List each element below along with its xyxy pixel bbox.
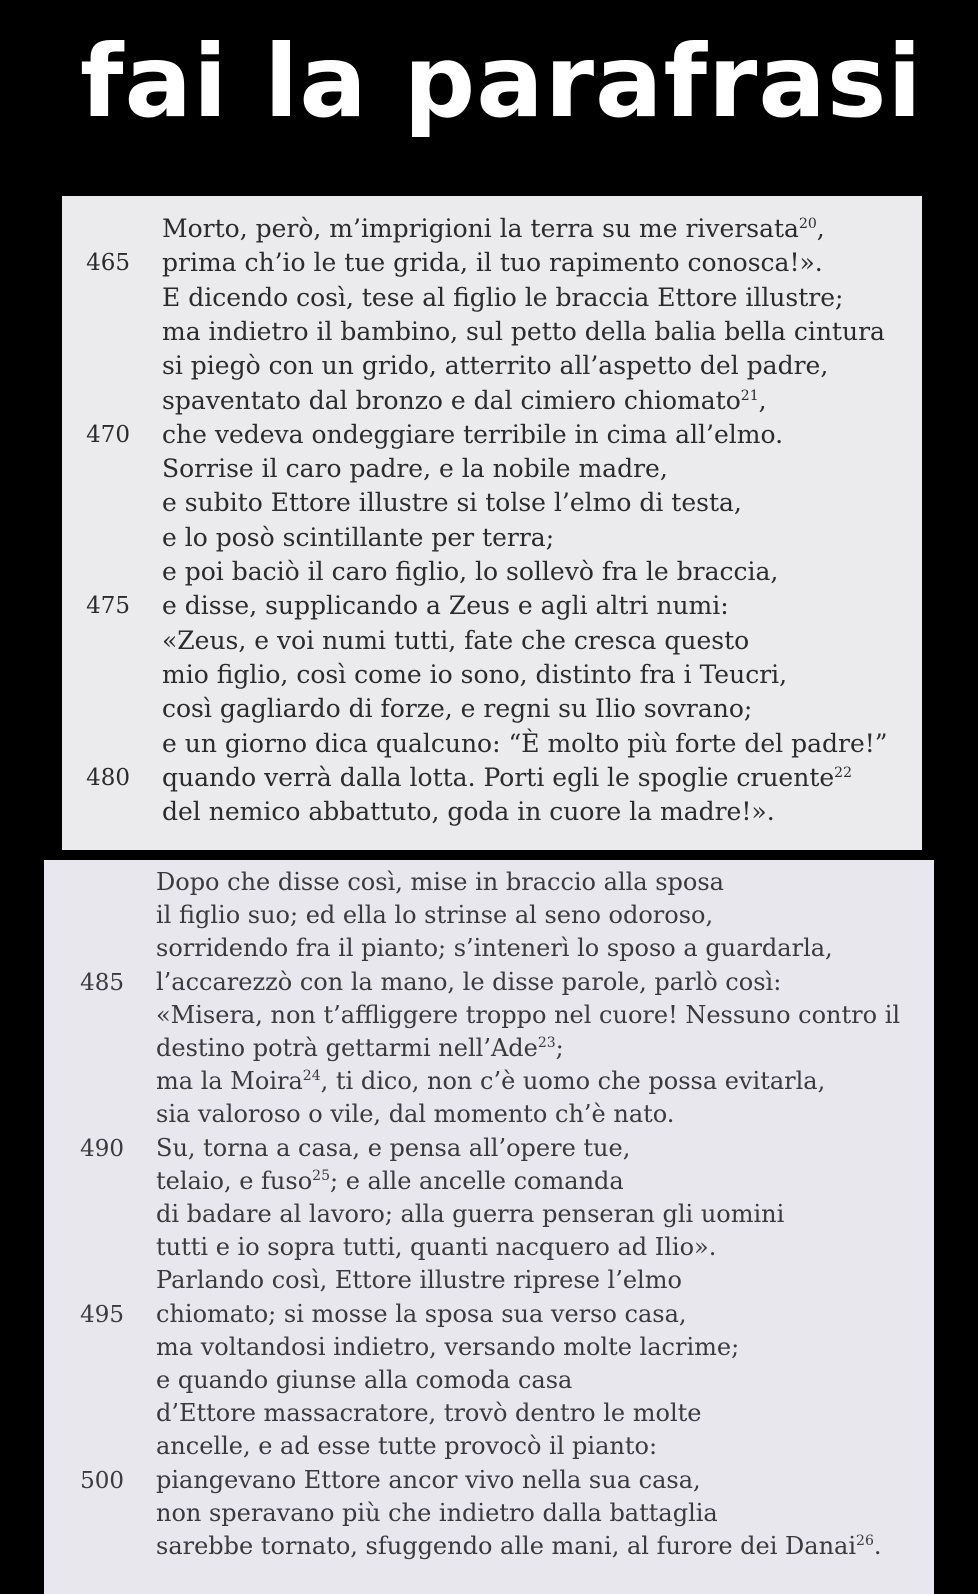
verse-body: spaventato dal bronzo e dal cimiero chiomato <box>162 385 741 415</box>
verse-line <box>44 1497 934 1529</box>
verse-line <box>44 899 934 931</box>
verse-line <box>62 281 922 315</box>
line-number: 470 <box>86 421 130 448</box>
verse-text <box>162 246 823 280</box>
verse-line <box>62 624 922 658</box>
verse-body: del nemico abbattuto, goda in cuore la madre!». <box>162 797 775 827</box>
verse-body: e un giorno dica qualcuno: “È molto più forte del padre!” <box>162 728 888 758</box>
verse-line <box>44 1065 934 1097</box>
verse-body: Su, torna a casa, e pensa all’opere tue, <box>156 1133 631 1162</box>
verse-line <box>62 246 922 280</box>
verse-text <box>162 452 668 486</box>
verse-text <box>162 589 729 623</box>
verse-line <box>44 1231 934 1263</box>
verse-tail: ; e alle ancelle comanda <box>329 1166 624 1195</box>
verse-line <box>44 1198 934 1230</box>
verse-line <box>44 866 934 898</box>
verse-text <box>156 1464 701 1496</box>
verse-text <box>156 1264 682 1296</box>
verse-text <box>162 521 554 555</box>
verse-text <box>162 486 742 520</box>
verse-text <box>156 1198 784 1230</box>
verse-text <box>156 1132 630 1164</box>
verse-line <box>44 1264 934 1296</box>
verse-text <box>156 866 724 898</box>
verse-text <box>156 1231 716 1263</box>
verse-line <box>62 315 922 349</box>
verse-text <box>156 1331 739 1363</box>
verse-body: Dopo che disse così, mise in braccio alla sposa <box>156 868 724 896</box>
verse-body: così gagliardo di forze, e regni su Ilio sovrano; <box>162 694 753 724</box>
verse-tail: ; <box>555 1034 564 1062</box>
verse-text <box>162 624 749 658</box>
verse-body: e disse, supplicando a Zeus e agli altri numi: <box>162 591 729 621</box>
verse-text <box>162 281 843 315</box>
verse-text <box>156 1497 718 1529</box>
verse-text <box>156 1397 701 1429</box>
verse-line <box>44 1098 934 1130</box>
verse-line <box>44 1132 934 1164</box>
verse-text <box>156 1430 657 1462</box>
verse-body: e subito Ettore illustre si tolse l’elmo di testa, <box>162 488 742 518</box>
verse-text <box>156 1065 825 1097</box>
verse-line <box>62 692 922 726</box>
verse-body: si piegò con un grido, atterrito all’aspetto del padre, <box>162 351 829 381</box>
verse-line <box>62 486 922 520</box>
verse-body: piangevano Ettore ancor vivo nella sua casa, <box>156 1465 701 1494</box>
verse-line <box>62 384 922 418</box>
verse-body: l’accarezzò con la mano, le disse parole, parlò così: <box>156 967 782 996</box>
verse-line <box>62 727 922 761</box>
verse-line <box>44 1298 934 1330</box>
verse-line <box>62 452 922 486</box>
verse-body: Sorrise il caro padre, e la nobile madre, <box>162 454 668 484</box>
verse-text <box>156 1032 564 1064</box>
verse-line <box>62 212 922 246</box>
verse-text <box>162 212 825 246</box>
footnote-marker: 22 <box>834 764 852 781</box>
verse-body: telaio, e fuso <box>156 1166 313 1195</box>
verse-line <box>62 418 922 452</box>
verse-body: sarebbe tornato, sfuggendo alle mani, al furore dei Danai <box>156 1532 857 1560</box>
verse-line <box>62 589 922 623</box>
verse-line <box>44 1032 934 1064</box>
verse-text <box>162 349 828 383</box>
verse-line <box>44 999 934 1031</box>
verse-body: chiomato; si mosse la sposa sua verso casa, <box>156 1299 687 1328</box>
verse-line <box>44 1397 934 1429</box>
footnote-marker: 26 <box>856 1533 874 1549</box>
verse-line <box>62 795 922 829</box>
line-number: 490 <box>80 1135 124 1162</box>
verse-body: quando verrà dalla lotta. Porti egli le spoglie cruente <box>162 762 835 792</box>
verse-line <box>44 932 934 964</box>
verse-text <box>156 1298 687 1330</box>
verse-body: prima ch’io le tue grida, il tuo rapimento conosca!». <box>162 248 823 278</box>
verse-body: e quando giunse alla comoda casa <box>156 1366 573 1394</box>
verse-text <box>162 315 885 349</box>
verse-body: il figlio suo; ed ella lo strinse al seno odoroso, <box>156 901 714 930</box>
verse-line <box>44 1530 934 1562</box>
verse-text <box>162 692 752 726</box>
verse-line <box>44 966 934 998</box>
line-number: 480 <box>86 764 130 791</box>
verse-text <box>156 1098 674 1130</box>
verse-text <box>162 384 767 418</box>
verse-body: e lo posò scintillante per terra; <box>162 522 555 552</box>
line-number: 500 <box>80 1467 124 1494</box>
verse-text <box>156 999 900 1031</box>
verse-text <box>162 418 783 452</box>
verse-text <box>162 727 888 761</box>
footnote-marker: 21 <box>740 387 759 404</box>
verse-text <box>162 795 775 829</box>
verse-body: di badare al lavoro; alla guerra penseran gli uomini <box>156 1200 785 1228</box>
line-number: 465 <box>86 250 130 277</box>
verse-text <box>156 966 781 998</box>
verse-body: «Zeus, e voi numi tutti, fate che cresca questo <box>162 625 750 655</box>
verse-text <box>156 1165 624 1197</box>
verse-body: che vedeva ondeggiare terribile in cima all’elmo. <box>162 419 784 449</box>
verse-body: sorridendo fra il pianto; s’intenerì lo sposo a guardarla, <box>156 934 833 963</box>
verse-line <box>62 521 922 555</box>
verse-line <box>44 1165 934 1197</box>
verse-text <box>156 899 713 931</box>
poem-excerpt-bottom <box>44 860 934 1594</box>
verse-line <box>62 658 922 692</box>
verse-body: ancelle, e ad esse tutte provocò il pianto: <box>156 1432 658 1461</box>
footnote-marker: 25 <box>312 1167 330 1184</box>
verse-line <box>44 1364 934 1396</box>
verse-body: «Misera, non t’affliggere troppo nel cuore! Nessuno contro il <box>156 1000 901 1029</box>
footnote-marker: 23 <box>537 1035 556 1051</box>
verse-line <box>62 761 922 795</box>
verse-line <box>44 1464 934 1496</box>
verse-tail: . <box>873 1532 882 1560</box>
verse-body: destino potrà gettarmi nell’Ade <box>156 1034 538 1062</box>
line-number: 475 <box>86 593 130 620</box>
verse-body: d’Ettore massacratore, trovò dentro le molte <box>156 1399 702 1428</box>
verse-text <box>156 1530 882 1562</box>
verse-line <box>62 555 922 589</box>
verse-body: E dicendo così, tese al figlio le braccia Ettore illustre; <box>162 282 844 312</box>
verse-body: ma la Moira <box>156 1067 303 1096</box>
verse-line <box>44 1430 934 1462</box>
verse-body: ma voltandosi indietro, versando molte lacrime; <box>156 1332 740 1361</box>
footnote-marker: 24 <box>302 1068 321 1085</box>
verse-line <box>44 1331 934 1363</box>
verse-body: ma indietro il bambino, sul petto della balia bella cintura <box>162 316 885 346</box>
verse-text <box>156 932 833 964</box>
verse-body: sia valoroso o vile, dal momento ch’è nato. <box>156 1100 675 1129</box>
verse-text <box>162 658 787 692</box>
verse-text <box>156 1364 572 1396</box>
verse-tail: , <box>816 214 825 243</box>
verse-body: Morto, però, m’imprigioni la terra su me riversata <box>162 214 799 243</box>
verse-body: mio figlio, così come io sono, distinto fra i Teucri, <box>162 659 788 689</box>
poem-excerpt-top <box>62 196 922 850</box>
line-number: 495 <box>80 1301 124 1328</box>
verse-line <box>62 349 922 383</box>
verse-body: tutti e io sopra tutti, quanti nacquero ad Ilio». <box>156 1233 717 1262</box>
verse-text <box>162 555 778 589</box>
verse-body: non speravano più che indietro dalla battaglia <box>156 1498 718 1527</box>
verse-tail: , ti dico, non c’è uomo che possa evitarla, <box>320 1067 826 1096</box>
line-number: 485 <box>80 969 124 996</box>
verse-body: Parlando così, Ettore illustre riprese l’elmo <box>156 1266 682 1295</box>
footnote-marker: 20 <box>798 216 817 232</box>
page-title: fai la parafrasi <box>80 23 923 140</box>
verse-text <box>162 761 852 795</box>
verse-body: e poi baciò il caro figlio, lo sollevò fra le braccia, <box>162 557 779 586</box>
verse-tail: , <box>758 385 767 415</box>
